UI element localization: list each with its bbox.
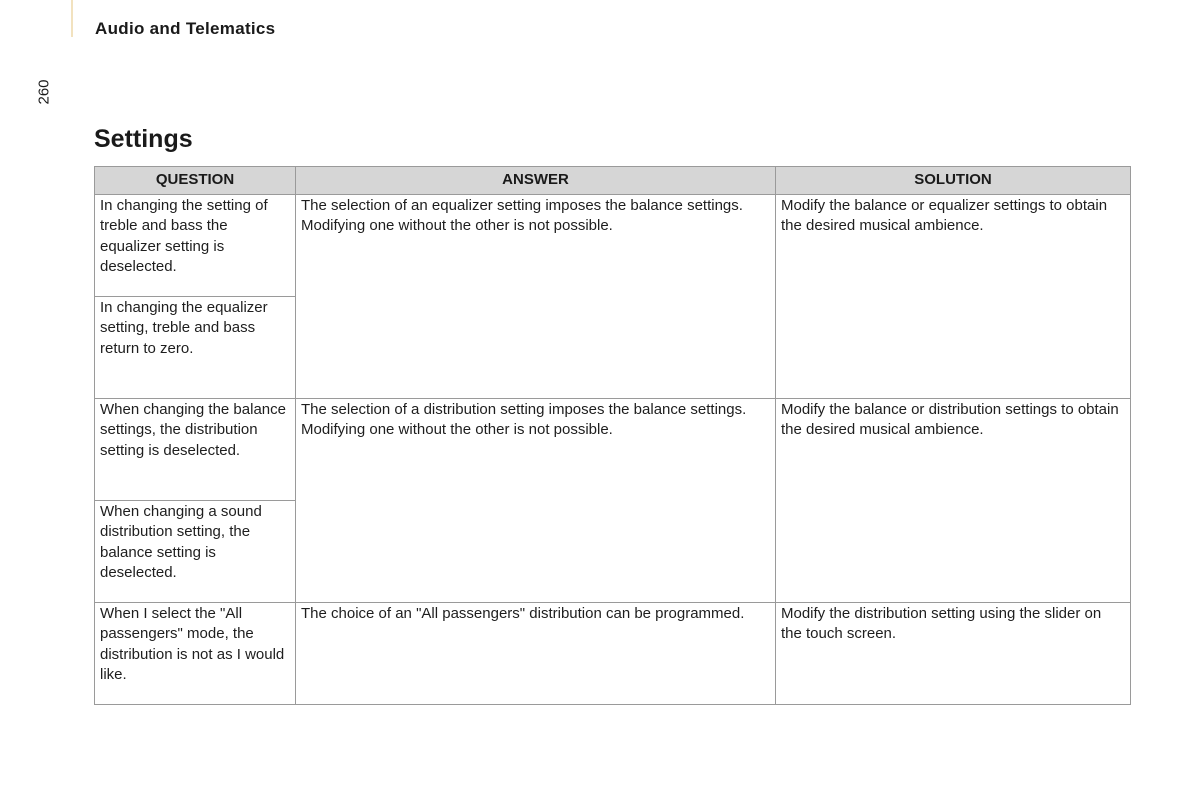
question-cell: When I select the "All passengers" mode, the distribution is not as I would like. bbox=[95, 603, 296, 705]
question-cell: When changing a sound distribution setting, the balance setting is deselected. bbox=[95, 501, 296, 603]
table-row bbox=[95, 603, 1131, 705]
solution-cell: Modify the distribution setting using the slider on the touch screen. bbox=[776, 603, 1131, 705]
table-row bbox=[95, 399, 1131, 501]
column-header-question: QUESTION bbox=[95, 167, 296, 195]
answer-cell: The choice of an "All passengers" distribution can be programmed. bbox=[296, 603, 776, 705]
answer-cell: The selection of a distribution setting imposes the balance settings. Modifying one without the other is not possible. bbox=[296, 399, 776, 603]
question-cell: In changing the equalizer setting, treble and bass return to zero. bbox=[95, 297, 296, 399]
settings-faq-table bbox=[94, 166, 1131, 705]
question-cell: When changing the balance settings, the distribution setting is deselected. bbox=[95, 399, 296, 501]
header-accent-bar bbox=[71, 0, 73, 37]
page-number: 260 bbox=[35, 79, 53, 105]
page-title: Settings bbox=[94, 125, 193, 153]
column-header-solution: SOLUTION bbox=[776, 167, 1131, 195]
question-cell: In changing the setting of treble and bass the equalizer setting is deselected. bbox=[95, 195, 296, 297]
solution-cell: Modify the balance or distribution settings to obtain the desired musical ambience. bbox=[776, 399, 1131, 603]
table-row bbox=[95, 195, 1131, 297]
solution-cell: Modify the balance or equalizer settings to obtain the desired musical ambience. bbox=[776, 195, 1131, 399]
column-header-answer: ANSWER bbox=[296, 167, 776, 195]
table-header-row bbox=[95, 167, 1131, 195]
section-title: Audio and Telematics bbox=[95, 19, 276, 38]
answer-cell: The selection of an equalizer setting imposes the balance settings. Modifying one without the other is not possible. bbox=[296, 195, 776, 399]
